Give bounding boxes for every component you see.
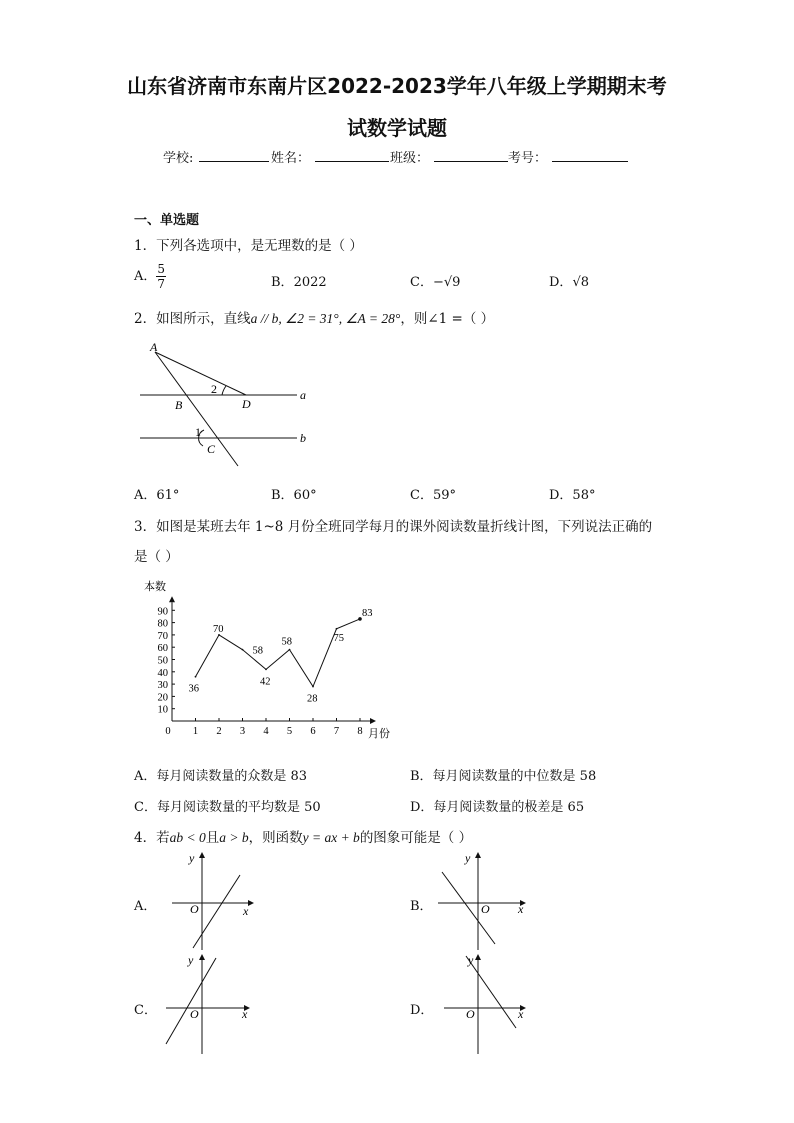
q4-stem-pre: 4．若 <box>134 830 170 846</box>
chart-data-label: 28 <box>307 693 318 705</box>
chart-y-tick-label: 70 <box>157 630 168 642</box>
q4-option-d-graph[interactable] <box>436 952 536 1056</box>
graph-line <box>166 958 216 1044</box>
chart-x-tick-label: 4 <box>263 726 269 737</box>
chart-data-label: 58 <box>252 645 263 657</box>
label-b-point: B <box>175 398 183 412</box>
q1-option-b[interactable] <box>271 271 327 290</box>
q4-option-a-graph[interactable] <box>160 850 260 950</box>
q4-cond-2: a > b <box>219 830 249 845</box>
chart-point <box>242 649 244 651</box>
q4-option-b-graph[interactable] <box>436 850 536 950</box>
y-label: y <box>188 953 194 967</box>
x-axis-arrow <box>248 900 254 906</box>
q4-stem-mid: 且 <box>205 830 220 846</box>
chart-data-label: 70 <box>213 623 224 635</box>
info-name-label: 姓名： <box>271 151 311 166</box>
q4-stem-mid-2: ，则函数 <box>248 830 303 846</box>
q1-option-d-label: D． <box>549 275 573 290</box>
chart-point <box>312 686 314 688</box>
chart-x-axis-arrow <box>370 718 376 724</box>
q2-stem-post: ，则∠1 =（ ） <box>400 311 495 327</box>
label-line-b: b <box>300 431 306 445</box>
q2-stem <box>134 307 494 327</box>
chart-y-tick-label: 10 <box>157 704 168 716</box>
chart-point <box>289 649 291 651</box>
origin-label: O <box>466 1007 475 1021</box>
chart-x-tick-label: 3 <box>239 726 246 737</box>
fraction <box>156 262 166 291</box>
chart-data-label: 42 <box>260 676 271 688</box>
q1-option-c[interactable] <box>410 271 460 290</box>
chart-x-tick-label: 6 <box>310 726 316 737</box>
q4-option-d-label[interactable]: D． <box>410 1003 434 1018</box>
q4-stem-post: 的图象可能是（ ） <box>359 830 473 846</box>
fraction-denominator: 7 <box>157 277 166 291</box>
chart-y-tick-label: 40 <box>157 667 168 679</box>
transversal-ac <box>155 352 238 466</box>
info-id-label: 考号： <box>508 151 548 166</box>
q4-function: y = ax + b <box>302 830 360 845</box>
q3-option-b[interactable]: B．每月阅读数量的中位数是 58 <box>410 769 597 784</box>
q1-option-a[interactable] <box>134 262 166 291</box>
origin-label: O <box>190 902 199 916</box>
chart-point <box>265 668 267 670</box>
q2-option-a[interactable]: A．61° <box>134 488 180 503</box>
y-axis-arrow <box>475 954 481 960</box>
chart-y-axis-label: 本数 <box>144 581 166 593</box>
info-id-blank[interactable] <box>552 147 628 162</box>
q4-option-b-label[interactable]: B． <box>410 899 433 914</box>
info-school-label: 学校: <box>163 151 194 166</box>
y-label: y <box>189 851 195 865</box>
label-line-a: a <box>300 388 306 402</box>
q1-option-c-value: −√9 <box>432 275 461 290</box>
q3-stem-line-2: 是（ ） <box>134 549 179 565</box>
chart-data-label: 36 <box>188 683 199 695</box>
chart-x-tick-label: 0 <box>165 726 171 737</box>
x-label: x <box>518 1007 524 1021</box>
chart-y-axis-arrow <box>169 596 175 602</box>
q2-figure <box>134 338 314 470</box>
y-axis-arrow <box>199 852 205 858</box>
info-class-label: 班级： <box>390 151 430 166</box>
q3-stem-line-1: 3．如图是某班去年 1~8 月份全班同学每月的课外阅读数量折线计图，下列说法正确的 <box>134 519 653 535</box>
q2-option-b[interactable]: B．60° <box>271 488 317 503</box>
chart-y-tick-label: 60 <box>157 643 168 655</box>
label-c-point: C <box>207 442 216 456</box>
chart-x-tick-label: 7 <box>333 726 340 737</box>
q1-option-d-value: √8 <box>572 275 589 290</box>
label-angle-1: 1 <box>195 425 201 439</box>
section-title: 一、单选题 <box>134 213 200 228</box>
q1-option-d[interactable] <box>549 271 589 290</box>
q1-stem: 1．下列各选项中，是无理数的是（ ） <box>134 238 363 254</box>
angle-2-arc <box>222 386 226 395</box>
q2-option-d[interactable]: D．58° <box>549 488 596 503</box>
segment-ad <box>155 352 246 395</box>
q1-option-b-label: B． <box>271 275 294 290</box>
y-axis-arrow <box>475 852 481 858</box>
q3-option-c[interactable]: C．每月阅读数量的平均数是 50 <box>134 800 321 815</box>
chart-x-tick-label: 1 <box>192 726 199 737</box>
q3-option-d[interactable]: D．每月阅读数量的极差是 65 <box>410 800 585 815</box>
q4-option-a-label[interactable]: A． <box>134 899 157 914</box>
label-a-point: A <box>150 340 158 354</box>
y-label: y <box>468 953 474 967</box>
chart-y-tick-label: 20 <box>157 692 168 704</box>
q1-option-c-label: C． <box>410 275 433 290</box>
y-axis-arrow <box>199 954 205 960</box>
x-label: x <box>518 902 524 916</box>
chart-y-tick-label: 80 <box>157 618 168 630</box>
chart-x-axis-label: 月份 <box>368 728 390 740</box>
info-name-blank[interactable] <box>315 147 389 162</box>
chart-point <box>336 628 338 630</box>
origin-label: O <box>481 902 490 916</box>
chart-data-label: 75 <box>333 632 344 644</box>
q3-option-a[interactable]: A．每月阅读数量的众数是 83 <box>134 769 308 784</box>
label-d-point: D <box>242 397 251 411</box>
q2-stem-pre: 2．如图所示，直线 <box>134 311 251 327</box>
title-line-2: 试数学试题 <box>347 116 447 140</box>
x-label: x <box>242 1007 248 1021</box>
chart-x-tick-label: 8 <box>357 726 363 737</box>
y-label: y <box>465 851 471 865</box>
label-angle-2: 2 <box>211 382 217 396</box>
chart-data-label: 83 <box>362 607 373 619</box>
title-line-1: 山东省济南市东南片区2022-2023学年八年级上学期期末考 <box>127 74 667 98</box>
q1-option-a-label: A． <box>134 269 157 284</box>
info-class-blank[interactable] <box>434 147 508 162</box>
q1-option-b-value: 2022 <box>293 275 327 290</box>
q4-stem <box>134 826 472 846</box>
q4-cond-1: ab < 0 <box>169 830 206 845</box>
q4-option-c-label[interactable]: C． <box>134 1003 157 1018</box>
q2-option-c[interactable]: C．59° <box>410 488 456 503</box>
q3-line-chart <box>134 576 404 744</box>
fraction-numerator: 5 <box>157 262 166 276</box>
chart-y-tick-label: 30 <box>157 680 168 692</box>
q4-option-c-graph[interactable] <box>160 952 260 1056</box>
origin-label: O <box>190 1007 199 1021</box>
chart-y-tick-label: 50 <box>157 655 168 667</box>
chart-data-label: 58 <box>281 636 292 648</box>
chart-y-tick-label: 90 <box>157 606 168 618</box>
x-label: x <box>243 904 249 918</box>
info-school-blank[interactable] <box>199 147 269 162</box>
chart-x-tick-label: 5 <box>286 726 293 737</box>
chart-point <box>195 676 197 678</box>
q2-stem-math: a // b, ∠2 = 31°, ∠A = 28° <box>250 311 401 326</box>
graph-line <box>193 875 240 948</box>
chart-x-tick-label: 2 <box>216 726 222 737</box>
